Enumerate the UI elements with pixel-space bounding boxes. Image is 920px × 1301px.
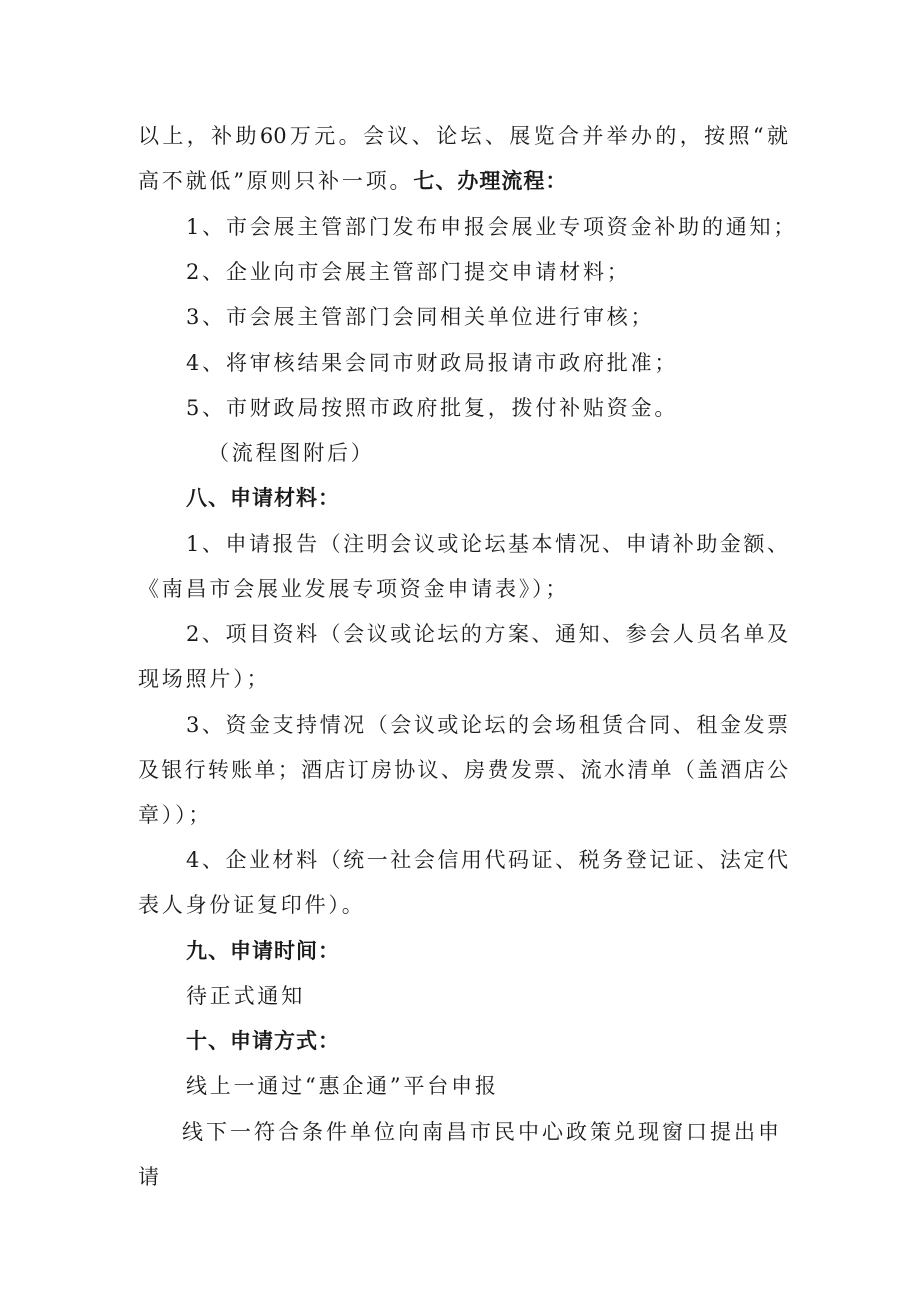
material-4-line: 4、企业材料（统一社会信用代码证、税务登记证、法定代 bbox=[186, 848, 788, 872]
material-1-line: 1、申请报告（注明会议或论坛基本情况、申请补助金额、 bbox=[186, 532, 788, 556]
material-4-line: 表人身份证复印件）。 bbox=[138, 893, 366, 917]
material-3-line: 3、资金支持情况（会议或论坛的会场租赁合同、租金发票 bbox=[186, 713, 788, 737]
section-heading-8: 八、申请材料： bbox=[186, 486, 340, 510]
paragraph-line bbox=[138, 166, 788, 196]
flowchart-note: （流程图附后） bbox=[208, 441, 375, 465]
material-3-line: 章））； bbox=[138, 803, 213, 827]
process-step-2: 2、企业向市会展主管部门提交申请材料； bbox=[186, 260, 631, 284]
material-2-line: 2、项目资料（会议或论坛的方案、通知、参会人员名单及 bbox=[186, 622, 788, 646]
section-heading-10: 十、申请方式： bbox=[186, 1029, 340, 1053]
section-heading-7: 七、办理流程： bbox=[413, 169, 568, 193]
material-3-line: 及银行转账单；酒店订房协议、房费发票、流水清单（盖酒店公 bbox=[138, 758, 788, 782]
apply-offline-line: 请 bbox=[138, 1165, 162, 1189]
apply-online: 线上一通过“惠企通”平台申报 bbox=[186, 1074, 499, 1098]
paragraph-text: 高不就低”原则只补一项。 bbox=[138, 169, 414, 193]
process-step-5: 5、市财政局按照市政府批复，拨付补贴资金。 bbox=[186, 396, 679, 420]
section-9-body: 待正式通知 bbox=[186, 984, 305, 1008]
apply-offline-line: 线下一符合条件单位向南昌市民中心政策兑现窗口提出申 bbox=[182, 1120, 782, 1144]
paragraph-line: 以上，补助60万元。会议、论坛、展览合并举办的，按照“就 bbox=[138, 124, 788, 148]
process-step-4: 4、将审核结果会同市财政局报请市政府批准； bbox=[186, 351, 679, 375]
material-1-line: 《南昌市会展业发展专项资金申请表》）； bbox=[138, 577, 570, 601]
section-heading-9: 九、申请时间： bbox=[186, 939, 340, 963]
process-step-3: 3、市会展主管部门会同相关单位进行审核； bbox=[186, 305, 655, 329]
process-step-1: 1、市会展主管部门发布申报会展业专项资金补助的通知； bbox=[186, 215, 798, 239]
material-2-line: 现场照片）； bbox=[138, 667, 271, 691]
